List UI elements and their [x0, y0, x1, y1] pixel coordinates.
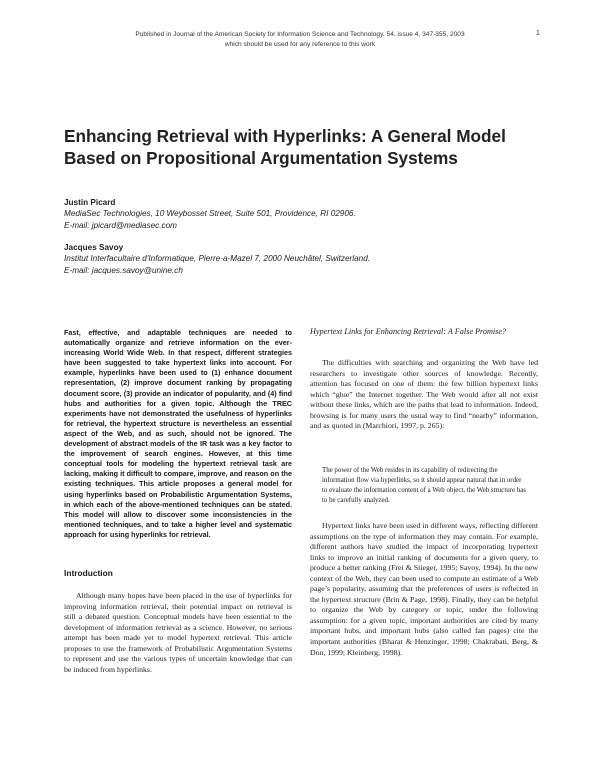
author-name: Jacques Savoy — [64, 243, 124, 252]
author-email: E-mail: jacques.savoy@unine.ch — [64, 265, 183, 275]
body-paragraph-1: The difficulties with searching and organizing the Web have led researchers to investigate other sources of knowledge. Recently, attention has focused on one of them: the few billion hypertext links which “glue” the Internet together. The Web would after all not exist without these links, which are the paths that lead to information. Indeed, browsing is for many users the usual way to find “nearby” information, and as quoted in (Marchiori, 1997, p. 265): — [310, 358, 538, 431]
intro-paragraph: Although many hopes have been placed in the use of hyperlinks for improving information retrieval, their potential impact on retrieval is still a debated question. Conceptual models have been essential to the development of information retrieval as a science. However, no serious attempt has been made yet to model hypertext retrieval. This article proposes to use the framework of Probabilistic Argumentation Systems to represent and use the various types of uncertain knowledge that can be induced from hyperlinks. — [64, 591, 292, 674]
author-name: Justin Picard — [64, 198, 116, 207]
section-heading: Hypertext Links for Enhancing Retrieval: A False Promise? — [310, 327, 507, 336]
header-line-2: which should be used for any reference to this work — [224, 41, 376, 48]
paper-title: Enhancing Retrieval with Hyperlinks: A General Model Based on Propositional Argumentation Systems — [64, 126, 506, 168]
author-block-1 — [64, 197, 544, 231]
abstract: Fast, effective, and adaptable techniques are needed to automatically organize and retrieve information on the ever-increasing World Wide Web. In that respect, different strategies have been suggested to take hypertext links into account. For example, hyperlinks have been used to (1) enhance document representation, (2) improve document ranking by propagating document score, (3) provide an indicator of popularity, and (4) find hubs and authorities for a given topic. Although the TREC experiments have not demonstrated the usefulness of hyperlinks for retrieval, the hypertext structure is nevertheless an essential aspect of the Web, and as such, should not be ignored. The development of abstract models of the IR task was a key factor to the improvement of search engines. However, at this time conceptual tools for modeling the hypertext retrieval task are lacking, making it difficult to compare, improve, and reason on the existing techniques. This article proposes a general model for using hyperlinks based on Probabilistic Argumentation Systems, in which each of the above-mentioned techniques can be stated. This model will allow to discover some inconsistencies in the mentioned techniques, and to take a higher level and systematic approach for using hyperlinks for retrieval. — [64, 328, 292, 539]
running-header — [80, 30, 520, 50]
header-line-1: Published in Journal of the American Society for Information Science and Technology, 54, issue 4, 347-355, 2003 — [135, 31, 465, 38]
author-affiliation: MediaSec Technologies, 10 Weybosset Street, Suite 501, Providence, RI 02906. — [64, 209, 356, 219]
author-block-2 — [64, 242, 544, 276]
page-number: 1 — [536, 30, 540, 37]
author-email: E-mail: jpicard@mediasec.com — [64, 220, 177, 230]
block-quote: The power of the Web resides in its capability of redirecting the information flow via hyperlinks, so it should appear natural that in order to evaluate the information content of a Web object, the Web structure has to be carefully analyzed. — [322, 467, 526, 504]
body-paragraph-2: Hypertext links have been used in different ways, reflecting different assumptions on the type of information they may contain. For example, different authors have studied the impact of incorporating hypertext links to improve an initial ranking of documents for a given query, to produce a better ranking (Frei & Stieger, 1995; Savoy, 1994). In the new context of the Web, they can been used to compute an estimate of a Web page’s popularity, assuming that the preferences of users is reflected in the hypertext structure (Brin & Page, 1998). Finally, they can be helpful to organize the Web by category or topic, under the following assumption: for a given topic, important authorities are cited by many important hubs, and important hubs (also called fan pages) cite the important authorities (Bharat & Henzinger, 1998; Chakrabati, Berg, & Don, 1999; Kleinberg, 1998). — [310, 521, 538, 657]
intro-heading: Introduction — [64, 568, 113, 578]
author-affiliation: Institut Interfacultaire d'Informatique, Pierre-a-Mazel 7, 2000 Neuchâtel, Switzerland. — [64, 254, 371, 264]
